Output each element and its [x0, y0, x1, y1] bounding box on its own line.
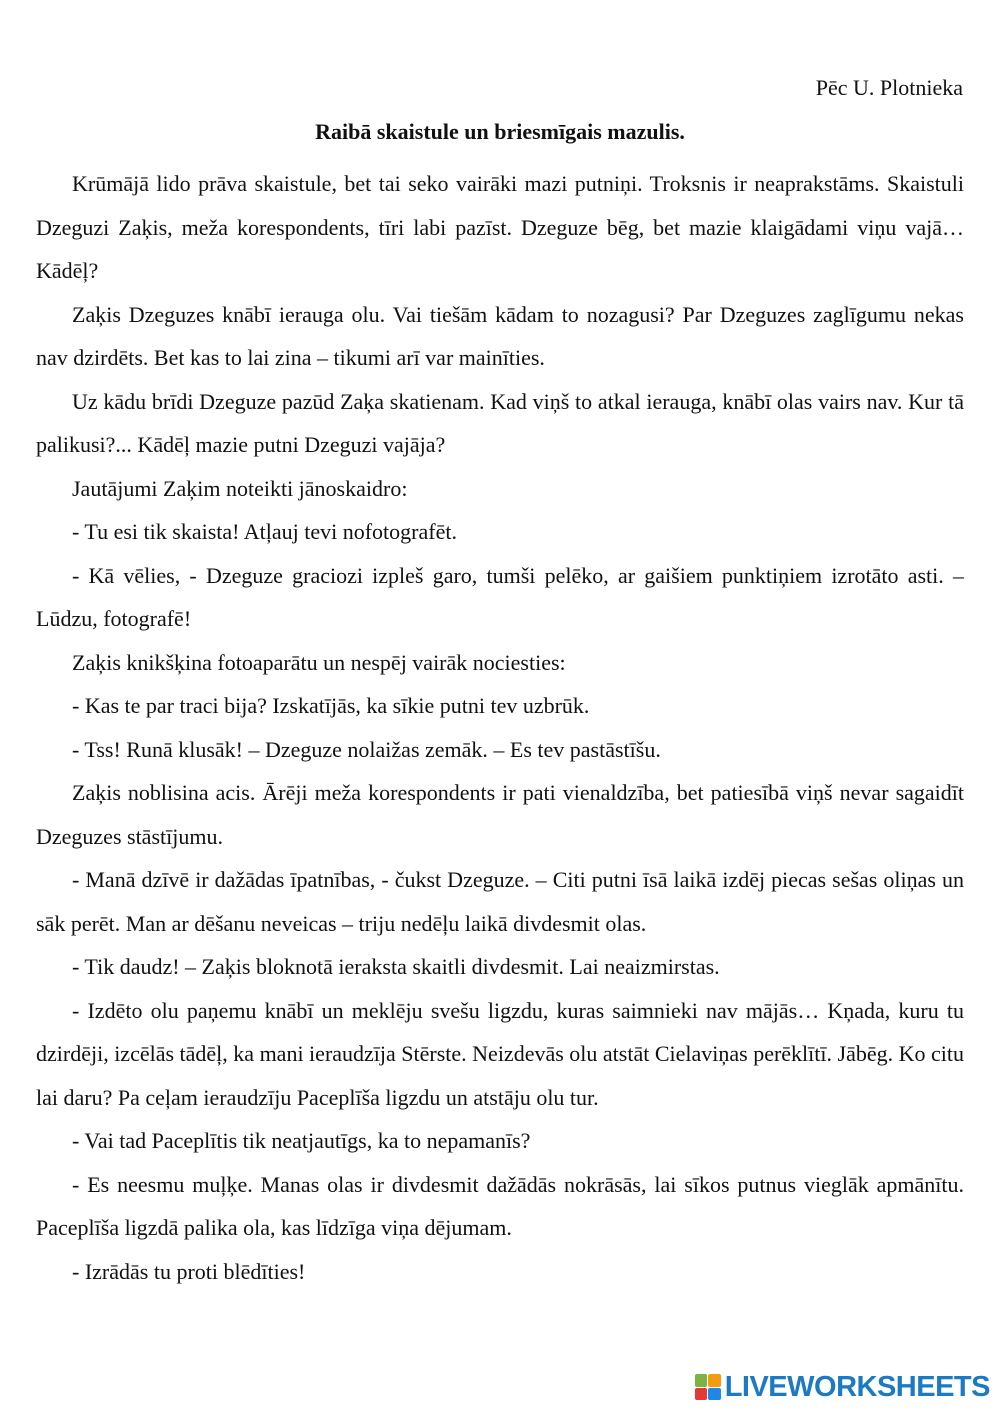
story-text — [36, 162, 964, 1293]
liveworksheets-logo-icon — [695, 1374, 721, 1400]
author-attribution: Pēc U. Plotnieka — [815, 75, 963, 100]
paragraph: Zaķis Dzeguzes knābī ierauga olu. Vai tiešām kādam to nozagusi? Par Dzeguzes zaglīgumu nekas nav dzirdēts. Bet kas to lai zina – tikumi arī var mainīties. — [36, 301, 964, 370]
paragraph: Zaķis noblisina acis. Ārēji meža korespondents ir pati vienaldzība, bet patiesībā viņš nevar sagaidīt Dzeguzes stāstījumu. — [36, 780, 964, 849]
paragraph: - Vai tad Paceplītis tik neatjautīgs, ka to nepamanīs? — [72, 1128, 531, 1153]
logo-square-blue — [708, 1388, 721, 1401]
paragraph: - Kā vēlies, - Dzeguze graciozi izpleš garo, tumši pelēko, ar gaišiem punktiņiem izrotāto asti. – Lūdzu, fotografē! — [36, 562, 964, 631]
logo-text: LIVEWORKSHEETS — [724, 1370, 990, 1403]
paragraph: Jautājumi Zaķim noteikti jānoskaidro: — [72, 475, 408, 501]
paragraph: Uz kādu brīdi Dzeguze pazūd Zaķa skatienam. Kad viņš to atkal ierauga, knābī olas vairs nav. Kur tā palikusi?... Kādēļ mazie putni Dzeguzi vajāja? — [36, 388, 964, 457]
paragraph: - Izrādās tu proti blēdīties! — [72, 1258, 306, 1284]
paragraph: - Tss! Runā klusāk! – Dzeguze nolaižas zemāk. – Es tev pastāstīšu. — [72, 736, 661, 762]
logo-square-green — [695, 1374, 708, 1387]
paragraph: Zaķis knikšķina fotoaparātu un nespēj vairāk nociesties: — [72, 649, 566, 675]
paragraph: Krūmājā lido prāva skaistule, bet tai seko vairāki mazi putniņi. Troksnis ir neaprakstāms. Skaistuli Dzeguzi Zaķis, meža korespondents, tīri labi pazīst. Dzeguze bēg, bet mazie klaigādami viņu vajā… Kādēļ? — [36, 171, 964, 283]
story-title: Raibā skaistule un briesmīgais mazulis. — [315, 119, 685, 144]
logo-square-orange — [708, 1374, 721, 1387]
paragraph: - Kas te par traci bija? Izskatījās, ka sīkie putni tev uzbrūk. — [72, 693, 590, 718]
paragraph: - Izdēto olu paņemu knābī un meklēju svešu ligzdu, kuras saimnieki nav mājās… Kņada, kuru tu dzirdēji, izcēlās tādēļ, ka mani ieraudzīja Stērste. Neizdevās olu atstāt Cielaviņas perēklītī. Jābēg. Ko citu lai daru? Pa ceļam ieraudzīju Paceplīša ligzdu un atstāju olu tur. — [36, 997, 964, 1110]
paragraph: - Tu esi tik skaista! Atļauj tevi nofotografēt. — [72, 519, 457, 544]
paragraph: - Es neesmu muļķe. Manas olas ir divdesmit dažādās nokrāsās, lai sīkos putnus vieglāk apmānītu. Paceplīša ligzdā palika ola, kas līdzīga viņa dējumam. — [36, 1171, 964, 1240]
liveworksheets-logo[interactable] — [695, 1369, 990, 1405]
paragraph: - Manā dzīvē ir dažādas īpatnības, - čukst Dzeguze. – Citi putni īsā laikā izdēj piecas sešas oliņas un sāk perēt. Man ar dēšanu neveicas – triju nedēļu laikā divdesmit olas. — [36, 867, 964, 936]
logo-square-red — [695, 1388, 708, 1401]
paragraph: - Tik daudz! – Zaķis bloknotā ieraksta skaitli divdesmit. Lai neaizmirstas. — [72, 954, 720, 979]
